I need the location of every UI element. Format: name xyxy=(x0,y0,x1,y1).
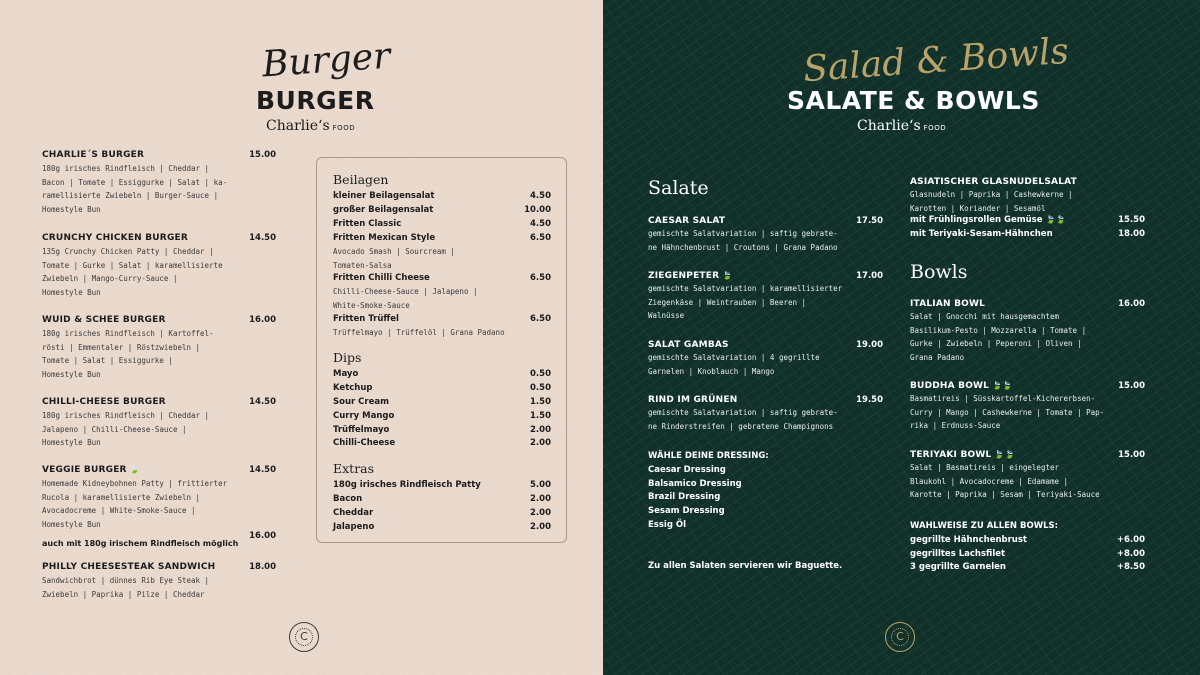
item-desc: 180g irisches Rindfleisch | Cheddar | Jalapeno | Chilli-Cheese-Sauce | Homestyle Bun xyxy=(42,411,210,448)
item-name: TERIYAKI BOWL 🍃🍃 xyxy=(910,450,1015,460)
menu-item xyxy=(910,381,1145,433)
menu-item xyxy=(42,233,276,299)
brand-name: Charlie‘s xyxy=(266,118,330,134)
dressing-item: Caesar Dressing xyxy=(648,464,726,475)
menu-item xyxy=(648,271,883,323)
burger-brand xyxy=(266,118,355,134)
item-name: ITALIAN BOWL xyxy=(910,299,986,309)
menu-item xyxy=(910,299,1145,364)
bowls-title: Bowls xyxy=(910,261,968,283)
item-name: RIND IM GRÜNEN xyxy=(648,395,738,405)
side-desc: Chilli-Cheese-Sauce | Jalapeno | White-Smoke-Sauce xyxy=(333,287,478,310)
item-name: CHARLIE´S BURGER xyxy=(42,150,145,160)
extra-row: Cheddar 2.00 xyxy=(333,508,551,518)
dressing-item: Essig Öl xyxy=(648,519,687,530)
extras-title: Extras xyxy=(333,461,375,476)
side-row: kleiner Beilagensalat 4.50 xyxy=(333,191,551,201)
item-price: 15.00 xyxy=(249,150,276,160)
item-desc: gemischte Salatvariation | saftig gebrate- ne Rinderstreifen | gebratene Champignons xyxy=(648,408,838,431)
leaf-icon: 🍃🍃 xyxy=(994,450,1015,459)
menu-item xyxy=(42,465,276,549)
option-row: mit Frühlingsrollen Gemüse 🍃🍃 15.50 xyxy=(910,215,1145,226)
item-name: VEGGIE BURGER 🍃 xyxy=(42,465,140,475)
item-price: 17.00 xyxy=(856,271,883,281)
item-price: 18.00 xyxy=(249,562,276,572)
dip-row: Sour Cream 1.50 xyxy=(333,397,551,407)
addon-row: 3 gegrillte Garnelen +8.50 xyxy=(910,562,1145,573)
beilagen-title: Beilagen xyxy=(333,172,389,187)
leaf-icon: 🍃🍃 xyxy=(1045,215,1066,225)
item-price: 15.00 xyxy=(1118,450,1145,460)
leaf-icon: 🍃 xyxy=(722,271,733,280)
item-price: 14.50 xyxy=(249,397,276,407)
menu-item xyxy=(910,450,1145,502)
option-row: mit Teriyaki-Sesam-Hähnchen 18.00 xyxy=(910,228,1145,239)
salad-brand xyxy=(857,118,946,134)
charlies-logo-icon: C xyxy=(885,622,915,652)
menu-item xyxy=(648,340,883,378)
menu-item xyxy=(910,177,1145,242)
dressing-title: WÄHLE DEINE DRESSING: xyxy=(648,451,769,461)
item-desc: Homemade Kidneybohnen Patty | frittierter Rucola | karamellisierte Zwiebeln | Avocadocreme | White-Smoke-Sauce | Homestyle Bun xyxy=(42,479,228,529)
dip-row: Chilli-Cheese 2.00 xyxy=(333,438,551,448)
dips-title: Dips xyxy=(333,350,362,365)
dressing-item: Brazil Dressing xyxy=(648,492,721,503)
item-desc: gemischte Salatvariation | karamellisierter Ziegenkäse | Weintrauben | Beeren | Walnüsse xyxy=(648,284,843,321)
item-extra-price: 16.00 xyxy=(249,531,276,542)
salad-bowls-page xyxy=(603,0,1200,675)
charlies-logo-icon: C xyxy=(289,622,319,652)
dip-row: Ketchup 0.50 xyxy=(333,383,551,393)
addon-row: gegrillte Hähnchenbrust +6.00 xyxy=(910,534,1145,545)
extra-row: Bacon 2.00 xyxy=(333,494,551,504)
item-name: PHILLY CHEESESTEAK SANDWICH xyxy=(42,562,216,572)
addon-row: gegrilltes Lachsfilet +8.00 xyxy=(910,548,1145,559)
item-price: 17.50 xyxy=(856,216,883,226)
side-row: Fritten Chilli Cheese 6.50 xyxy=(333,273,551,283)
menu-item xyxy=(42,315,276,381)
dip-row: Mayo 0.50 xyxy=(333,369,551,379)
item-name: ZIEGENPETER 🍃 xyxy=(648,271,733,281)
item-desc: gemischte Salatvariation | saftig gebrate- ne Hähnchenbrust | Croutons | Grana Padano xyxy=(648,229,838,252)
item-price: 19.50 xyxy=(856,395,883,405)
item-desc: Glasnudeln | Paprika | Cashewkerne | Karotten | Koriander | Sesamöl xyxy=(910,190,1073,213)
menu-item xyxy=(648,395,883,433)
menu-item xyxy=(42,150,276,216)
baguette-note: Zu allen Salaten servieren wir Baguette. xyxy=(648,561,843,571)
item-price: 16.00 xyxy=(249,315,276,325)
leaf-icon: 🍃🍃 xyxy=(992,381,1013,390)
item-desc: 180g irisches Rindfleisch | Cheddar | Bacon | Tomate | Essiggurke | Salat | ka- ramellisierte Zwiebeln | Burger-Sauce | Homestyle Bun xyxy=(42,164,228,214)
salate-title: Salate xyxy=(648,177,709,199)
brand-food: FOOD xyxy=(332,124,356,132)
dressing-list xyxy=(648,450,769,533)
addons-title: WAHLWEISE ZU ALLEN BOWLS: xyxy=(910,521,1059,531)
side-row: Fritten Trüffel 6.50 xyxy=(333,314,551,324)
item-name: CAESAR SALAT xyxy=(648,216,726,226)
menu-item xyxy=(648,216,883,254)
item-name: SALAT GAMBAS xyxy=(648,340,729,350)
item-price: 15.00 xyxy=(1118,381,1145,391)
item-price: 14.50 xyxy=(249,465,276,475)
salad-title: SALATE & BOWLS xyxy=(787,86,1040,115)
item-desc: 180g irisches Rindfleisch | Kartoffel- rösti | Emmentaler | Röstzwiebeln | Tomate | Salat | Essiggurke | Homestyle Bun xyxy=(42,329,214,379)
item-name: CHILLI-CHEESE BURGER xyxy=(42,397,166,407)
item-desc: gemischte Salatvariation | 4 gegrillte Garnelen | Knoblauch | Mango xyxy=(648,353,820,376)
side-row: Fritten Classic 4.50 xyxy=(333,219,551,229)
item-price: 19.00 xyxy=(856,340,883,350)
item-price: 14.50 xyxy=(249,233,276,243)
item-name: WUID & SCHEE BURGER xyxy=(42,315,166,325)
menu-item xyxy=(42,562,276,601)
burger-title: BURGER xyxy=(256,86,375,115)
dip-row: Trüffelmayo 2.00 xyxy=(333,425,551,435)
salad-script-title: Salad & Bowls xyxy=(801,30,1071,91)
item-name: BUDDHA BOWL 🍃🍃 xyxy=(910,381,1013,391)
item-desc: Salat | Gnocchi mit hausgemachtem Basilikum-Pesto | Mozzarella | Tomate | Gurke | Zwiebeln | Peperoni | Oliven | Grana Padano xyxy=(910,312,1087,362)
dressing-item: Balsamico Dressing xyxy=(648,478,742,489)
item-name: ASIATISCHER GLASNUDELSALAT xyxy=(910,177,1077,187)
dip-row: Curry Mango 1.50 xyxy=(333,411,551,421)
burger-script-title: Burger xyxy=(260,35,392,86)
side-row: großer Beilagensalat 10.00 xyxy=(333,205,551,215)
menu-item xyxy=(42,397,276,450)
item-extra-row xyxy=(42,531,276,549)
leaf-icon: 🍃 xyxy=(129,465,140,474)
item-desc: Basmatireis | Süsskartoffel-Kichererbsen- Curry | Mango | Cashewkerne | Tomate | Pap- rika | Erdnuss-Sauce xyxy=(910,394,1105,431)
dressing-item: Sesam Dressing xyxy=(648,506,725,517)
extra-row: 180g irisches Rindfleisch Patty 5.00 xyxy=(333,480,551,490)
item-desc: Salat | Basmatireis | eingelegter Blaukohl | Avocadocreme | Edamame | Karotte | Paprika | Sesam | Teriyaki-Sauce xyxy=(910,463,1100,500)
side-desc: Trüffelmayo | Trüffelöl | Grana Padano xyxy=(333,328,505,337)
item-extra: auch mit 180g irischem Rindfleisch möglich xyxy=(42,539,239,549)
bowl-addons xyxy=(910,520,1145,575)
item-desc: Sandwichbrot | dünnes Rib Eye Steak | Zwiebeln | Paprika | Pilze | Cheddar xyxy=(42,576,210,599)
extra-row: Jalapeno 2.00 xyxy=(333,522,551,532)
brand-name: Charlie‘s xyxy=(857,118,921,134)
brand-food: FOOD xyxy=(923,124,947,132)
item-price: 16.00 xyxy=(1118,299,1145,309)
item-desc: 135g Crunchy Chicken Patty | Cheddar | Tomate | Gurke | Salat | karamellisierte Zwiebeln | Mango-Curry-Sauce | Homestyle Bun xyxy=(42,247,223,297)
item-name: CRUNCHY CHICKEN BURGER xyxy=(42,233,189,243)
side-desc: Avocado Smash | Sourcream | Tomaten-Salsa xyxy=(333,247,455,270)
side-row: Fritten Mexican Style 6.50 xyxy=(333,233,551,243)
